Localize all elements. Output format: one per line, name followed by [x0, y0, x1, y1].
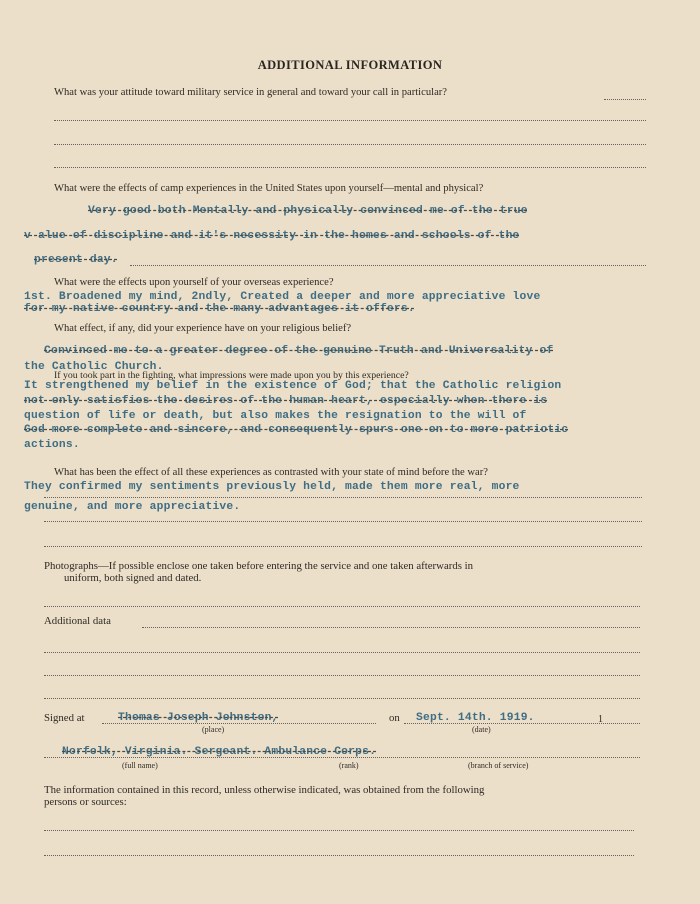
- question-camp-experience: What were the effects of camp experiences in the United States upon yourself—mental and physical?: [54, 183, 484, 194]
- photographs-instruction: Photographs—If possible enclose one taken before entering the service and one taken afterwards in: [44, 560, 474, 572]
- answer-mind-line-2: genuine, and more appreciative.: [24, 501, 241, 513]
- caption-rank: (rank): [339, 761, 359, 770]
- name-rank-branch-value: Norfolk, Virginia. Sergeant. Ambulance Corps.: [62, 746, 377, 758]
- answer-fighting-line-3: question of life or death, but also makes the resignation to the will of: [24, 410, 527, 422]
- answer-rule: [44, 675, 640, 676]
- on-label: on: [389, 712, 400, 724]
- answer-mind-line-1: They confirmed my sentiments previously held, made them more real, more: [24, 481, 520, 493]
- answer-fighting-line-5: actions.: [24, 439, 80, 451]
- caption-date: (date): [472, 725, 491, 734]
- question-state-of-mind: What has been the effect of all these experiences as contrasted with your state of mind before the war?: [54, 467, 488, 478]
- signed-place-value: Thomas Joseph Johnston,: [118, 712, 279, 724]
- answer-rule: [44, 855, 634, 856]
- caption-full-name: (full name): [122, 761, 158, 770]
- answer-religion-line-2: the Catholic Church.: [24, 361, 164, 373]
- answer-camp-line-3: present day.: [34, 254, 118, 266]
- answer-camp-line-1: Very good both Mentally and physically convinced me of the true: [88, 205, 528, 217]
- answer-rule: [130, 265, 646, 266]
- answer-rule: [142, 627, 640, 628]
- answer-fighting-line-4: God more complete and sincere, and consequently spurs one on to more patriotic: [24, 424, 569, 436]
- photographs-instruction-cont: uniform, both signed and dated.: [64, 572, 202, 584]
- page-title: ADDITIONAL INFORMATION: [257, 58, 443, 72]
- answer-rule: [44, 606, 640, 607]
- answer-rule: [604, 99, 646, 100]
- question-overseas-experience: What were the effects upon yourself of your overseas experience?: [54, 277, 334, 288]
- signed-date-value: Sept. 14th. 1919.: [416, 712, 535, 724]
- answer-rule: [54, 167, 646, 168]
- answer-rule: [54, 144, 646, 145]
- answer-fighting-line-1: It strengthened my belief in the existence of God; that the Catholic religion: [24, 380, 562, 392]
- answer-overseas-line-2: for my native country and the many advantages it offers.: [24, 303, 415, 315]
- answer-religion-line-1: Convinced me to a greater degree of the genuine Truth and Universality of: [44, 345, 554, 357]
- answer-rule: [44, 521, 642, 522]
- additional-data-label: Additional data: [44, 615, 111, 627]
- name-rule: [44, 757, 640, 758]
- caption-branch: (branch of service): [468, 761, 529, 770]
- caption-place: (place): [202, 725, 225, 734]
- sources-statement-cont: persons or sources:: [44, 796, 127, 808]
- answer-overseas-line-1: 1st. Broadened my mind, 2ndly, Created a deeper and more appreciative love: [24, 291, 541, 303]
- answer-rule: [54, 120, 646, 121]
- signed-at-label: Signed at: [44, 712, 85, 724]
- date-mark: 1: [598, 714, 603, 725]
- answer-rule: [44, 652, 640, 653]
- question-religious-belief: What effect, if any, did your experience have on your religious belief?: [54, 323, 352, 334]
- answer-fighting-line-2: not only satisfies the desires of the human heart, especially when there is: [24, 395, 548, 407]
- date-rule: [404, 723, 640, 724]
- answer-camp-line-2: v alue of discipline and it's necessity in the homes and schools of the: [24, 230, 520, 242]
- sources-statement: The information contained in this record, unless otherwise indicated, was obtained from the following: [44, 784, 485, 796]
- question-military-attitude: What was your attitude toward military service in general and toward your call in particular?: [54, 87, 447, 98]
- place-rule: [102, 723, 376, 724]
- answer-rule: [44, 546, 642, 547]
- question-fighting-impressions: If you took part in the fighting, what impressions were made upon you by this experience?: [54, 370, 409, 381]
- answer-rule: [44, 698, 640, 699]
- answer-rule: [44, 497, 642, 498]
- answer-rule: [44, 830, 634, 831]
